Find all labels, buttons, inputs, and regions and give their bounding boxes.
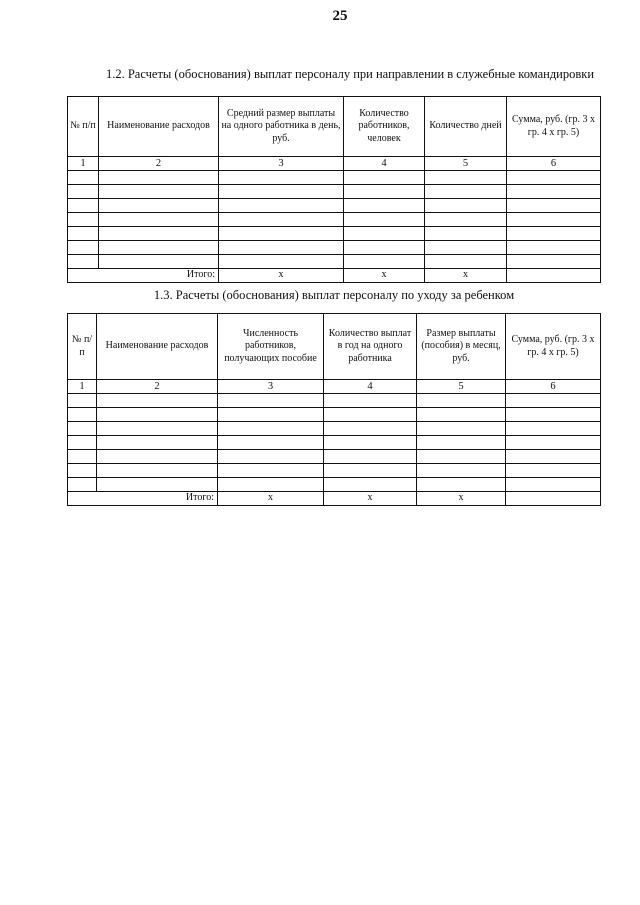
table-row <box>68 450 601 464</box>
empty-cell[interactable] <box>68 394 97 408</box>
empty-cell[interactable] <box>507 213 601 227</box>
column-number: 1 <box>68 380 97 394</box>
total-col5: x <box>425 269 507 283</box>
total-label: Итого: <box>99 269 219 283</box>
empty-cell[interactable] <box>99 241 219 255</box>
empty-cell[interactable] <box>68 241 99 255</box>
empty-cell[interactable] <box>68 436 97 450</box>
column-number: 5 <box>425 157 507 171</box>
table-row <box>68 408 601 422</box>
empty-cell[interactable] <box>219 241 344 255</box>
empty-cell[interactable] <box>324 450 417 464</box>
empty-cell[interactable] <box>344 241 425 255</box>
empty-cell[interactable] <box>99 185 219 199</box>
table-header-row <box>68 314 601 380</box>
column-number: 2 <box>99 157 219 171</box>
empty-cell[interactable] <box>417 464 506 478</box>
empty-cell[interactable] <box>68 478 97 492</box>
empty-cell[interactable] <box>507 185 601 199</box>
empty-cell[interactable] <box>506 478 601 492</box>
page-number: 25 <box>332 8 348 24</box>
empty-cell[interactable] <box>219 213 344 227</box>
empty-cell[interactable] <box>99 171 219 185</box>
header-monthly-benefit: Размер выплаты (пособия) в месяц, руб. <box>417 314 506 380</box>
total-col4: x <box>324 492 417 506</box>
empty-cell[interactable] <box>507 241 601 255</box>
empty-cell[interactable] <box>425 213 507 227</box>
empty-cell[interactable] <box>425 171 507 185</box>
empty-cell[interactable] <box>344 255 425 269</box>
table-row <box>68 464 601 478</box>
empty-cell[interactable] <box>425 255 507 269</box>
total-col4: x <box>344 269 425 283</box>
column-number-row <box>68 157 601 171</box>
total-sum[interactable] <box>506 492 601 506</box>
column-number: 3 <box>218 380 324 394</box>
total-row <box>68 269 601 283</box>
column-number: 4 <box>324 380 417 394</box>
empty-cell[interactable] <box>507 227 601 241</box>
empty-cell[interactable] <box>219 255 344 269</box>
table-row <box>68 213 601 227</box>
empty-cell[interactable] <box>324 478 417 492</box>
empty-cell[interactable] <box>218 450 324 464</box>
empty-cell[interactable] <box>97 464 218 478</box>
empty-cell[interactable] <box>218 408 324 422</box>
header-row-number: № п/п <box>68 314 97 380</box>
empty-cell[interactable] <box>425 185 507 199</box>
empty-cell[interactable] <box>218 464 324 478</box>
empty-cell[interactable] <box>68 213 99 227</box>
table-row <box>68 171 601 185</box>
empty-cell[interactable] <box>506 408 601 422</box>
empty-cell[interactable] <box>97 394 218 408</box>
empty-cell[interactable] <box>324 464 417 478</box>
column-number: 5 <box>417 380 506 394</box>
empty-cell[interactable] <box>417 436 506 450</box>
empty-cell[interactable] <box>417 394 506 408</box>
column-number-row <box>68 380 601 394</box>
table-row <box>68 478 601 492</box>
column-number: 6 <box>506 380 601 394</box>
total-row <box>68 492 601 506</box>
total-spacer-cell <box>68 269 99 283</box>
empty-cell[interactable] <box>506 436 601 450</box>
empty-cell[interactable] <box>68 255 99 269</box>
table-row <box>68 227 601 241</box>
empty-cell[interactable] <box>324 408 417 422</box>
empty-cell[interactable] <box>344 227 425 241</box>
empty-cell[interactable] <box>218 394 324 408</box>
header-sum: Сумма, руб. (гр. 3 х гр. 4 х гр. 5) <box>506 314 601 380</box>
table-row <box>68 255 601 269</box>
total-col5: x <box>417 492 506 506</box>
total-col3: x <box>218 492 324 506</box>
column-number: 1 <box>68 157 99 171</box>
empty-cell[interactable] <box>99 199 219 213</box>
childcare-payments-table <box>67 313 601 506</box>
table-row <box>68 241 601 255</box>
empty-cell[interactable] <box>218 436 324 450</box>
section-title-business-trips: 1.2. Расчеты (обоснования) выплат персоналу при направлении в служебные командировки <box>105 67 595 81</box>
empty-cell[interactable] <box>506 450 601 464</box>
table-row <box>68 394 601 408</box>
empty-cell[interactable] <box>417 408 506 422</box>
table-row <box>68 185 601 199</box>
table-row <box>68 199 601 213</box>
empty-cell[interactable] <box>507 255 601 269</box>
empty-cell[interactable] <box>507 199 601 213</box>
empty-cell[interactable] <box>68 227 99 241</box>
column-number: 3 <box>219 157 344 171</box>
empty-cell[interactable] <box>425 241 507 255</box>
header-expense-name: Наименование расходов <box>99 97 219 157</box>
empty-cell[interactable] <box>97 450 218 464</box>
header-sum: Сумма, руб. (гр. 3 х гр. 4 х гр. 5) <box>507 97 601 157</box>
empty-cell[interactable] <box>68 199 99 213</box>
empty-cell[interactable] <box>344 171 425 185</box>
section-title-childcare: 1.3. Расчеты (обоснования) выплат персоналу по уходу за ребенком <box>153 288 515 302</box>
empty-cell[interactable] <box>344 199 425 213</box>
header-employee-count: Количество работников, человек <box>344 97 425 157</box>
empty-cell[interactable] <box>68 450 97 464</box>
empty-cell[interactable] <box>97 408 218 422</box>
empty-cell[interactable] <box>417 422 506 436</box>
empty-cell[interactable] <box>506 422 601 436</box>
total-spacer-cell <box>68 492 97 506</box>
total-label: Итого: <box>97 492 218 506</box>
empty-cell[interactable] <box>99 227 219 241</box>
empty-cell[interactable] <box>68 464 97 478</box>
empty-cell[interactable] <box>506 394 601 408</box>
column-number: 2 <box>97 380 218 394</box>
empty-cell[interactable] <box>506 464 601 478</box>
empty-cell[interactable] <box>68 171 99 185</box>
empty-cell[interactable] <box>68 422 97 436</box>
header-avg-daily-payment: Средний размер выплаты на одного работника в день, руб. <box>219 97 344 157</box>
empty-cell[interactable] <box>218 422 324 436</box>
empty-cell[interactable] <box>324 422 417 436</box>
empty-cell[interactable] <box>219 199 344 213</box>
empty-cell[interactable] <box>507 171 601 185</box>
empty-cell[interactable] <box>324 394 417 408</box>
empty-cell[interactable] <box>218 478 324 492</box>
empty-cell[interactable] <box>97 478 218 492</box>
empty-cell[interactable] <box>97 436 218 450</box>
total-col3: x <box>219 269 344 283</box>
empty-cell[interactable] <box>97 422 218 436</box>
empty-cell[interactable] <box>425 227 507 241</box>
table-header-row <box>68 97 601 157</box>
empty-cell[interactable] <box>68 408 97 422</box>
business-trip-payments-table <box>67 96 601 283</box>
table-row <box>68 436 601 450</box>
column-number: 4 <box>344 157 425 171</box>
table-row <box>68 422 601 436</box>
header-expense-name: Наименование расходов <box>97 314 218 380</box>
empty-cell[interactable] <box>324 436 417 450</box>
empty-cell[interactable] <box>417 450 506 464</box>
header-row-number: № п/п <box>68 97 99 157</box>
empty-cell[interactable] <box>99 213 219 227</box>
empty-cell[interactable] <box>219 185 344 199</box>
header-recipient-count: Численность работников, получающих пособие <box>218 314 324 380</box>
total-sum[interactable] <box>507 269 601 283</box>
empty-cell[interactable] <box>425 199 507 213</box>
empty-cell[interactable] <box>344 213 425 227</box>
empty-cell[interactable] <box>99 255 219 269</box>
empty-cell[interactable] <box>219 227 344 241</box>
empty-cell[interactable] <box>219 171 344 185</box>
header-day-count: Количество дней <box>425 97 507 157</box>
header-payments-per-year: Количество выплат в год на одного работника <box>324 314 417 380</box>
empty-cell[interactable] <box>68 185 99 199</box>
empty-cell[interactable] <box>344 185 425 199</box>
empty-cell[interactable] <box>417 478 506 492</box>
column-number: 6 <box>507 157 601 171</box>
